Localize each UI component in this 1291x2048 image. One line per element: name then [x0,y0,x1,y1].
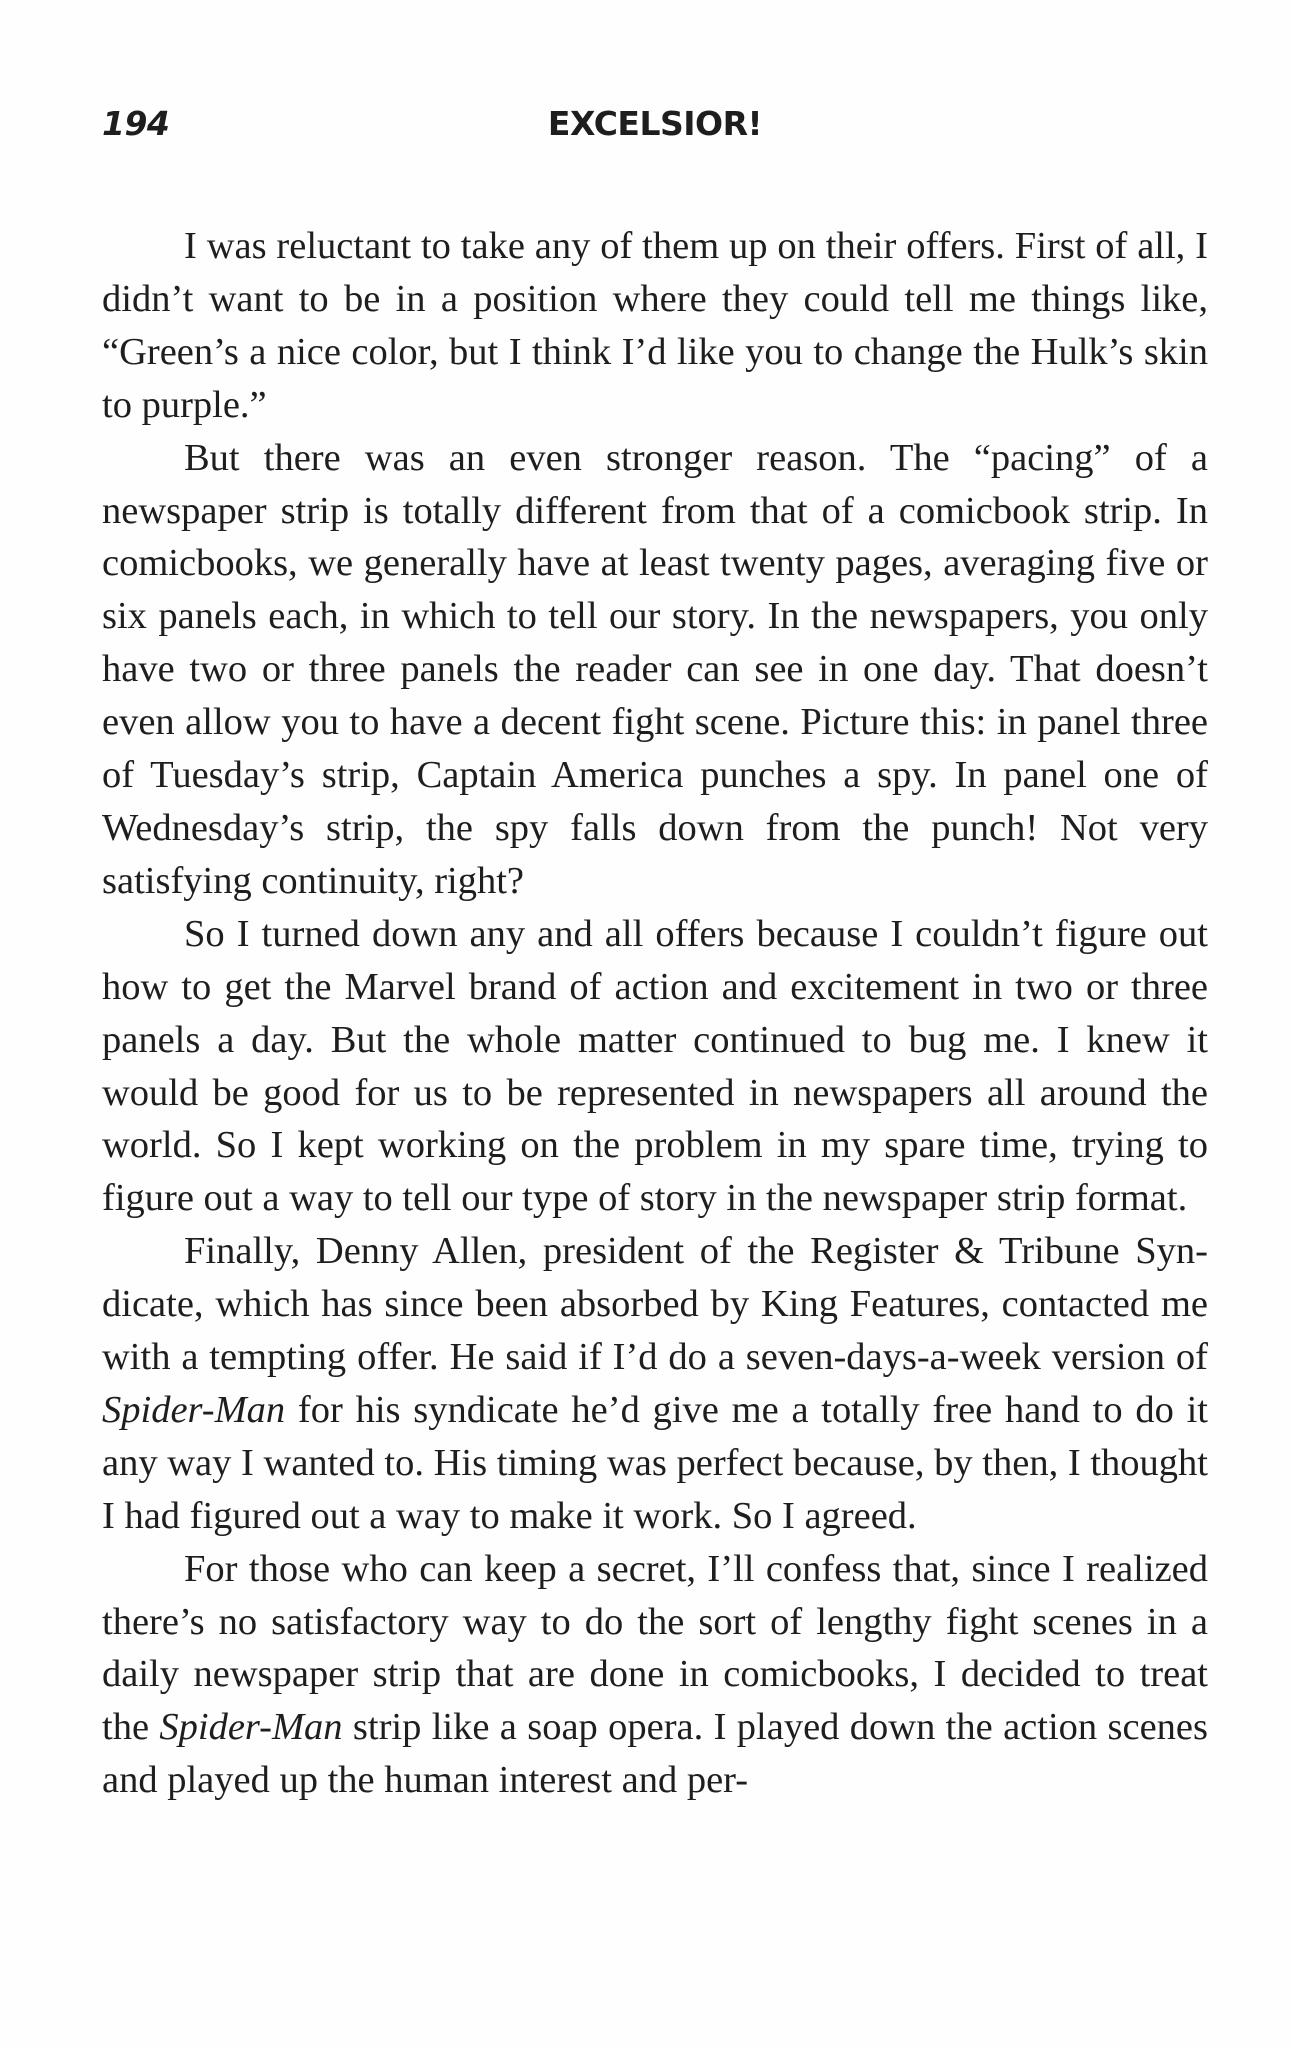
paragraph [102,1225,1208,1542]
paragraph-text: But there was an even stronger reason. The “pacing” of a newspaper strip is totally different from that of a comicbook strip. In comicbooks, we generally have at least twenty pages, averaging five or six panels each, in which to tell our story. In the newspapers, you only have two or three panels the reader can see in one day. That doesn’t even allow you to have a decent fight scene. Picture this: in panel three of Tuesday’s strip, Captain America punches a spy. In panel one of Wednesday’s strip, the spy falls down from the punch! Not very satisfying continuity, right? [102,436,1208,902]
running-head [102,96,1208,152]
paragraph-text: I was reluctant to take any of them up on their offers. First of all, I didn’t want to be in a position where they could tell me things like, “Green’s a nice color, but I think I’d like you to change the Hulk’s skin to purple.” [102,225,1208,426]
paragraph [102,220,1208,432]
paragraph-text: For those who can keep a secret, I’ll confess that, since I realized there’s no satisfactory way to do the sort of lengthy fight scenes in a daily newspaper strip that are done in comicbooks, I decided to treat the [102,1547,1208,1749]
paragraph-text: strip like a soap opera. I played down the action scenes and played up the human interest and per- [102,1706,1208,1802]
book-title: EXCELSIOR! [547,104,763,143]
page-number: 194 [102,104,170,143]
italic-title: Spider-Man [102,1388,286,1431]
paragraph [102,1543,1208,1808]
paragraph-text: So I turned down any and all offers because I couldn’t figure out how to get the Marvel brand of action and excitement in two or three panels a day. But the whole matter continued to bug me. I knew it would be good for us to be represented in newspapers all around the world. So I kept working on the problem in my spare time, trying to figure out a way to tell our type of story in the newspaper strip format. [102,912,1208,1220]
paragraph [102,908,1208,1225]
italic-title: Spider-Man [159,1706,343,1749]
body-text [102,220,1208,1807]
paragraph-text: Finally, Denny Allen, president of the Register & Tribune Syndicate, which has since been absorbed by King Features, contacted me with a tempting offer. He said if I’d do a seven-days-a-week version of [102,1230,1208,1379]
paragraph [102,432,1208,908]
paragraph-text: for his syndicate he’d give me a totally free hand to do it any way I wanted to. His timing was perfect because, by then, I thought I had figured out a way to make it work. So I agreed. [102,1388,1208,1537]
